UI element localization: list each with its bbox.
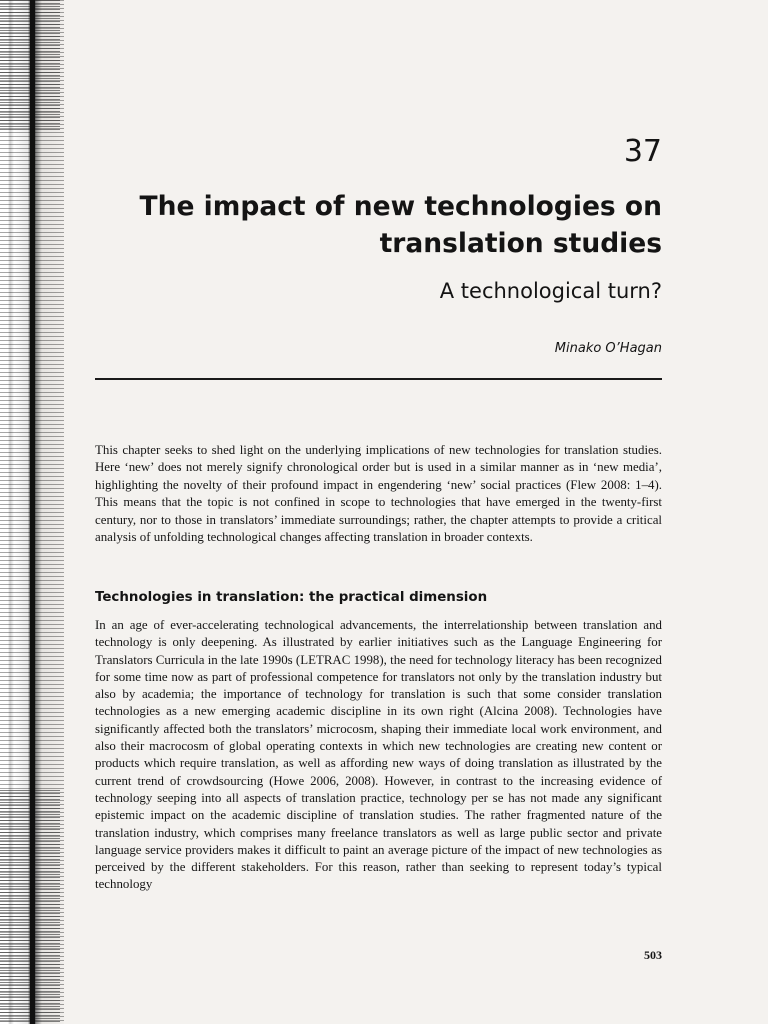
chapter-number: 37: [623, 134, 662, 169]
chapter-subtitle: A technological turn?: [439, 279, 662, 303]
title-divider: [95, 378, 662, 380]
abstract-paragraph: This chapter seeks to shed light on the underlying implications of new technologies for translation studies. Here ‘new’ does not merely signify chronological order but is used in a similar manner as in ‘new media’, highlighting the novelty of their profound impact in engendering ‘new’ social practices (Flew 2008: 1–4). This means that the topic is not confined in scope to technologies that have emerged in the twenty-first century, nor to those in translators’ immediate surroundings; rather, the chapter attempts to provide a critical analysis of unfolding technological changes affecting translation in broader contexts.: [95, 443, 662, 545]
section-heading: Technologies in translation: the practical dimension: [95, 590, 488, 605]
binding-shadow: [30, 0, 35, 1024]
page-number: 503: [644, 948, 662, 962]
chapter-title: The impact of new technologies on translation studies: [139, 191, 662, 259]
body-paragraph: In an age of ever-accelerating technological advancements, the interrelationship between translation and technology is only deepening. As illustrated by earlier initiatives such as the Language Engineering for Translators Curricula in the late 1990s (LETRAC 1998), the need for technology literacy has been recognized for some time now as part of professional competence for translators not only by the translation industry but also by academia; the importance of technology for translation is such that some consider translation technologies as a new emerging academic discipline in its own right (Alcina 2008). Technologies have significantly affected both the translators’ microcosm, shaping their immediate local work environment, and also their macrocosm of global operating contexts in which new technologies are creating new content or products which require translation, as well as affording new ways of doing translation as illustrated by the current trend of crowdsourcing (Howe 2006, 2008). However, in contrast to the increasing evidence of technology seeping into all aspects of translation practice, technology per se has not made any significant epistemic impact on the academic discipline of translation studies. The rather fragmented nature of the translation industry, which comprises many freelance translators as well as large public sector and private language service providers makes it difficult to paint an average picture of the impact of new technologies as perceived by the different stakeholders. For this reason, rather than seeking to represent today’s typical technology: [95, 618, 662, 892]
author-name: Minako O’Hagan: [554, 341, 662, 356]
